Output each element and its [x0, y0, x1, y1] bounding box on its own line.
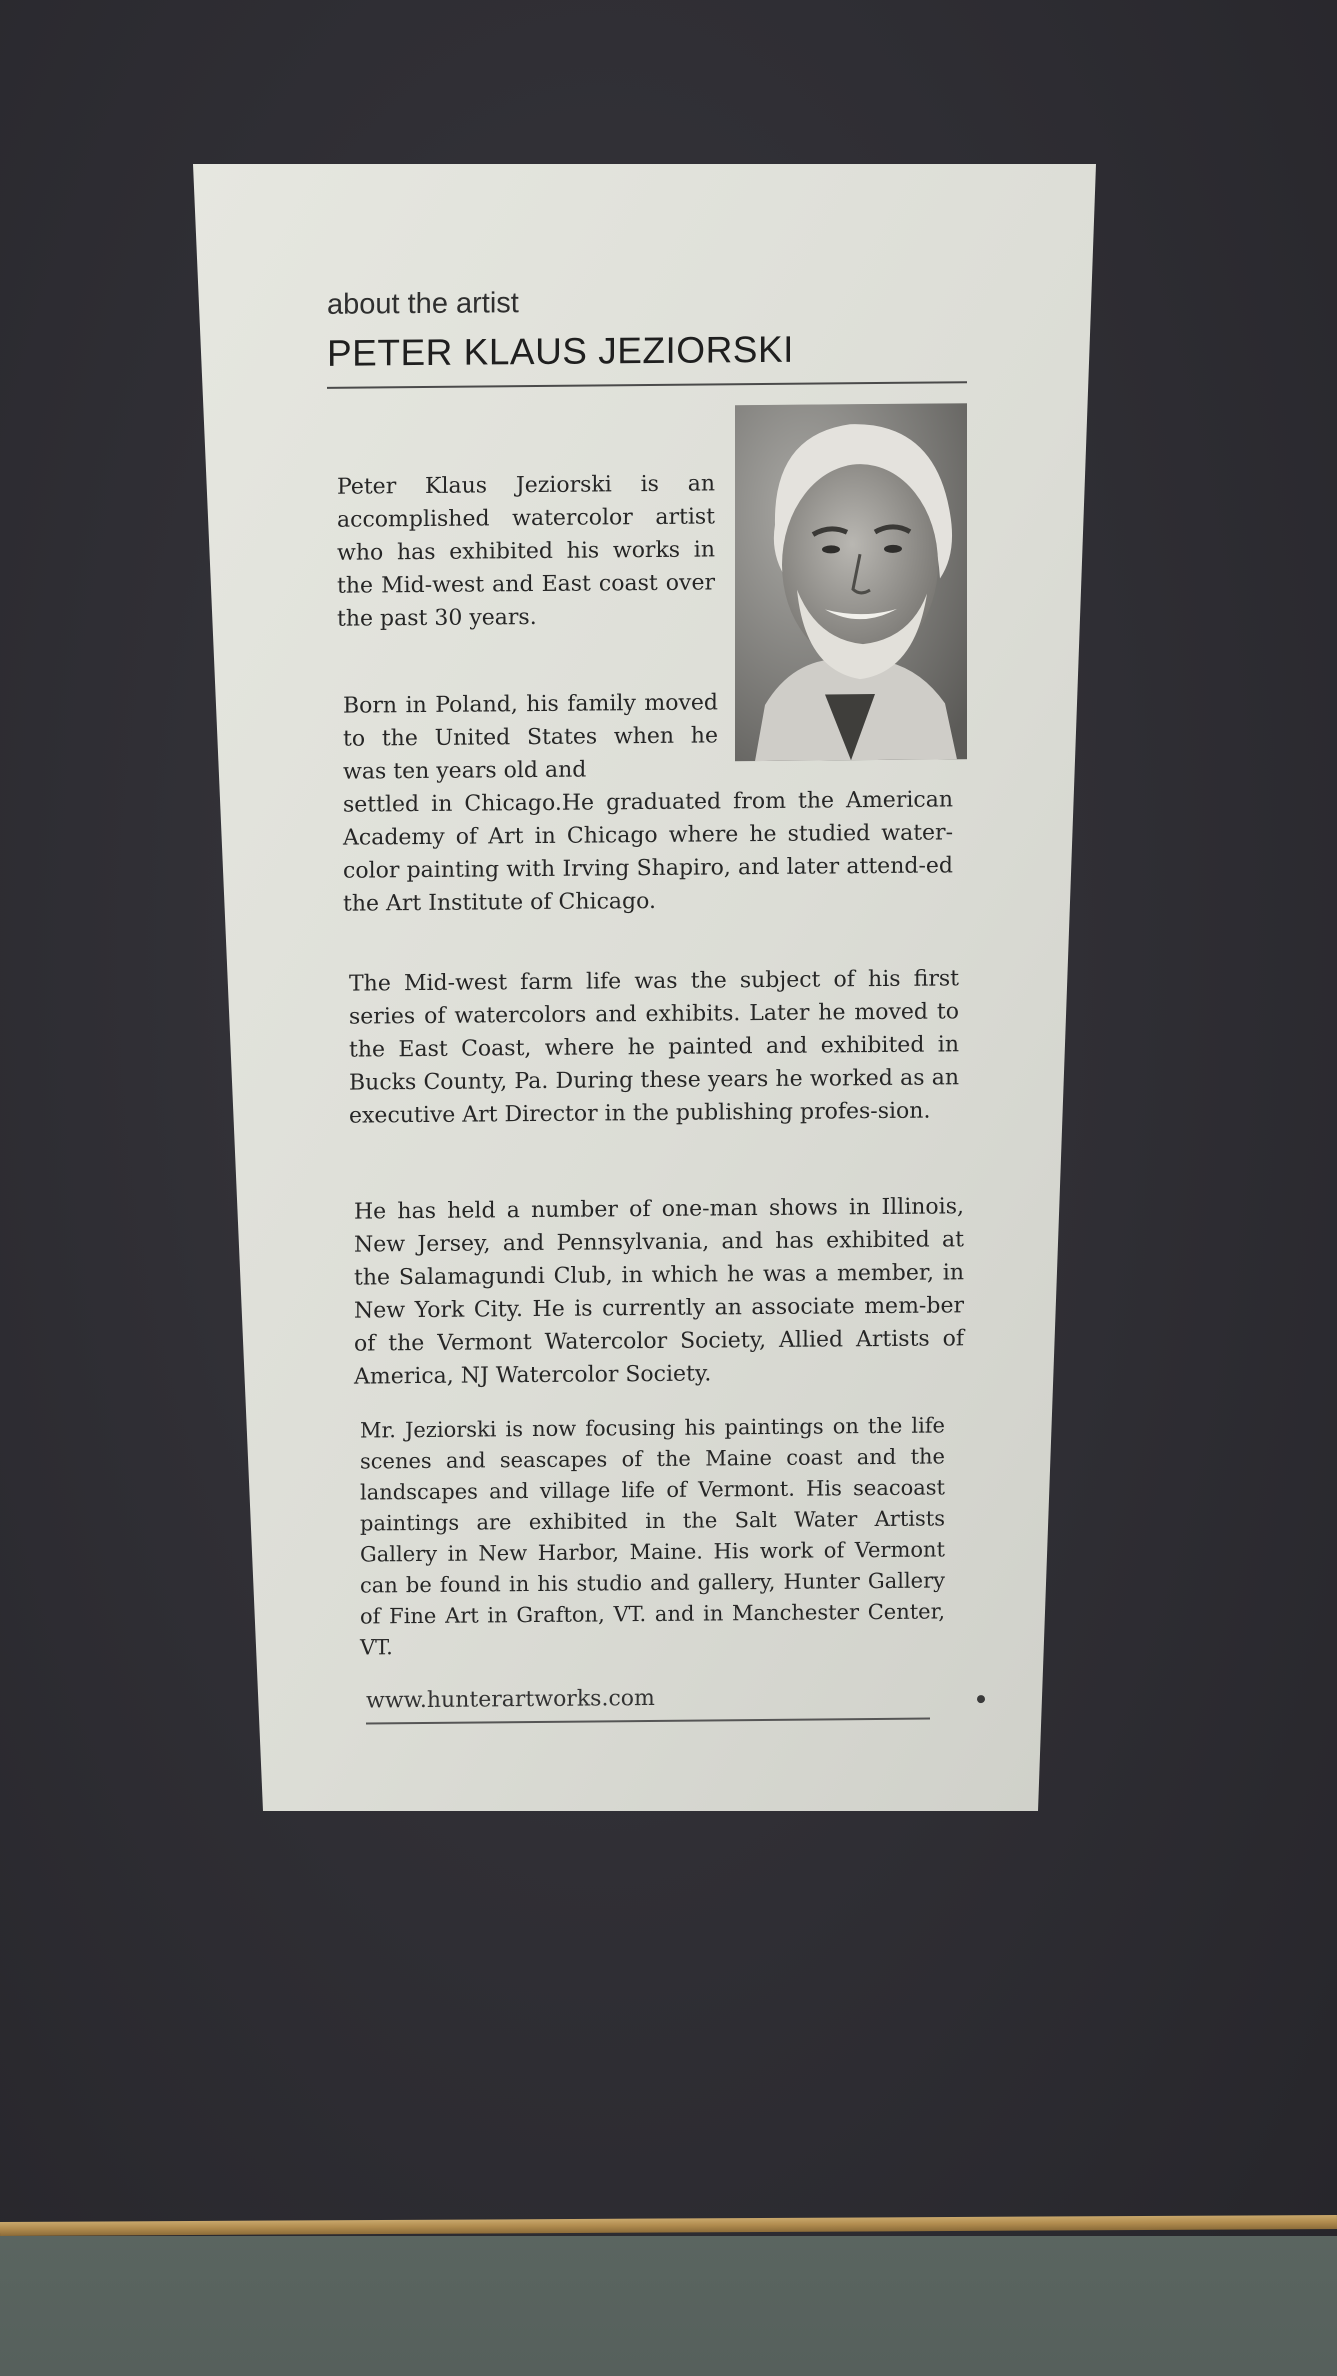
bio-paragraph-shows: He has held a number of one-man shows in Illinois, New Jersey, and Pennsylvania, and has exhibited at the Salamagundi Club, in which he was a member, in New York City. He is currently an associate mem-ber of the Vermont Watercolor Society, Allied Artists of America, NJ Watercolor Society.: [354, 1194, 964, 1390]
artist-name-heading: PETER KLAUS JEZIORSKI: [327, 328, 794, 374]
bio-paragraph-born-end: settled in Chicago.He graduated from the American Academy of Art in Chicago where he studied water-color painting with Irving Shapiro, and later attend-ed the Art Institute of Chicago.: [343, 787, 953, 917]
bio-paragraph-midwest: The Mid-west farm life was the subject of his first series of watercolors and exhibits. Later he moved to the East Coast, where he painted and exhibited in Bucks County, Pa. During these years he worked as an executive Art Director in the publishing profes-sion.: [349, 966, 959, 1129]
portrait-photo-icon: [735, 403, 967, 761]
bio-paragraph-current-focus: Mr. Jeziorski is now focusing his paintings on the life scenes and seascapes of the Maine coast and the landscapes and village life of Vermont. His seacoast paintings are exhibited in the Salt Water Artists Gallery in New Harbor, Maine. His work of Vermont can be found in his studio and gallery, Hunter Gallery of Fine Art in Grafton, VT. and in Manchester Center, VT.: [360, 1413, 945, 1660]
website-link: www.hunterartworks.com: [366, 1685, 655, 1714]
bio-paragraph-born-start: Born in Poland, his family moved to the United States when he was ten years old and: [343, 690, 718, 785]
bullet-dot-icon: [977, 1695, 985, 1703]
bio-paragraph-intro: Peter Klaus Jeziorski is an accomplished watercolor artist who has exhibited his works in the Mid-west and East coast over the past 30 years.: [337, 471, 715, 632]
eyebrow-label: about the artist: [327, 287, 519, 321]
background-wall: [0, 2236, 1337, 2376]
portrait-drawing: [735, 403, 967, 761]
